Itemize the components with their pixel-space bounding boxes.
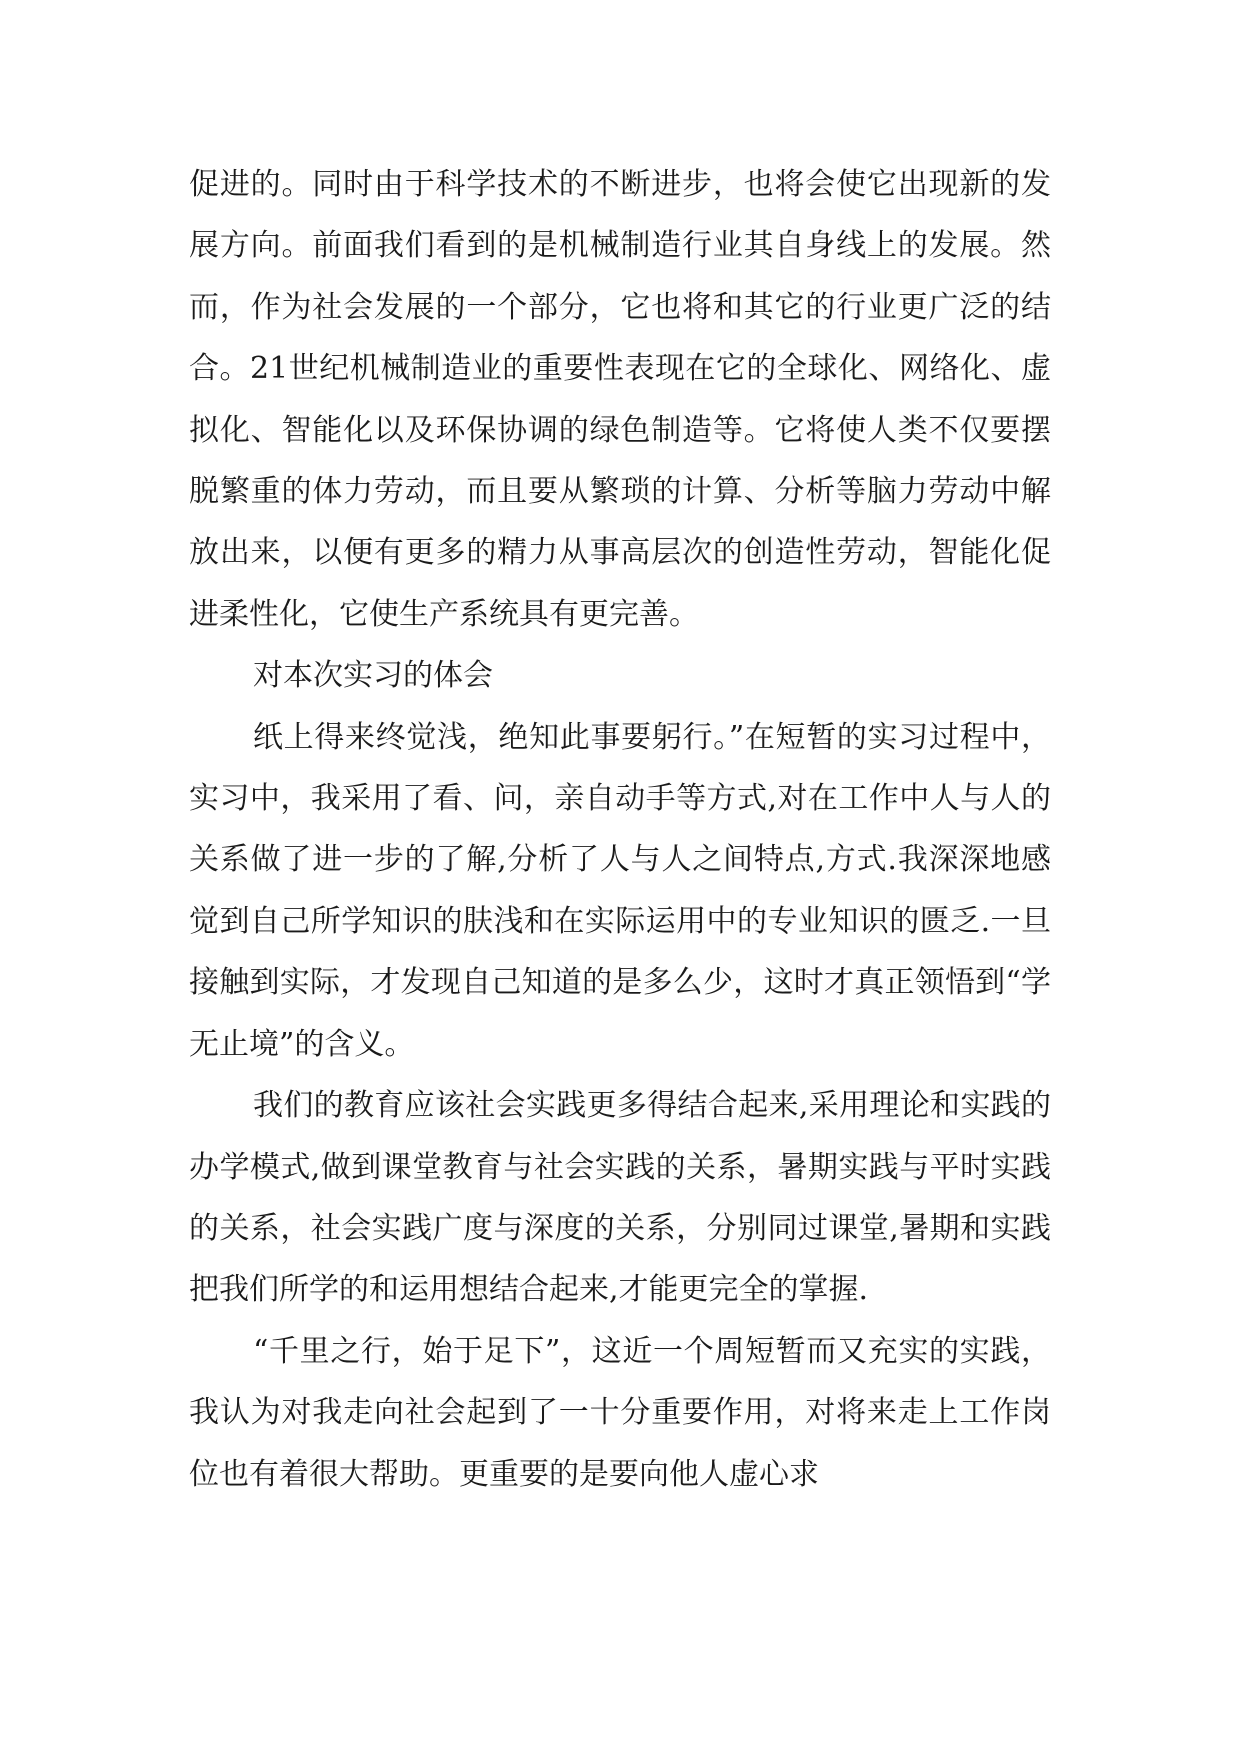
paragraph-internship-experience: 纸上得来终觉浅，绝知此事要躬行。”在短暂的实习过程中，实习中，我采用了看、问，亲自动手等方式,对在工作中人与人的关系做了进一步的了解,分析了人与人之间特点,方式.我深深地感觉到自己所学知识的肤浅和在实际运用中的专业知识的匮乏.一旦接触到实际，才发现自己知道的是多么少，这时才真正领悟到“学无止境”的含义。 [189,719,1051,1062]
paragraph-journey-begins: “千里之行，始于足下”，这近一个周短暂而又充实的实践，我认为对我走向社会起到了一十分重要作用，对将来走上工作岗位也有着很大帮助。更重要的是要向他人虚心求 [189,1333,1051,1492]
paragraph-mechanical-manufacturing: 促进的。同时由于科学技术的不断进步，也将会使它出现新的发展方向。前面我们看到的是机械制造行业其自身线上的发展。然而，作为社会发展的一个部分，它也将和其它的行业更广泛的结合。21世纪机械制造业的重要性表现在它的全球化、网络化、虚拟化、智能化以及环保协调的绿色制造等。它将使人类不仅要摆脱繁重的体力劳动，而且要从繁琐的计算、分析等脑力劳动中解放出来，以便有更多的精力从事高层次的创造性劳动，智能化促进柔性化，它使生产系统具有更完善。 [189,167,1051,632]
paragraph-education-practice: 我们的教育应该社会实践更多得结合起来,采用理论和实践的办学模式,做到课堂教育与社会实践的关系，暑期实践与平时实践的关系，社会实践广度与深度的关系，分别同过课堂,暑期和实践把我们所学的和运用想结合起来,才能更完全的掌握. [189,1088,1051,1308]
document-body [189,154,1051,1505]
section-heading-internship-reflection: 对本次实习的体会 [253,658,493,694]
